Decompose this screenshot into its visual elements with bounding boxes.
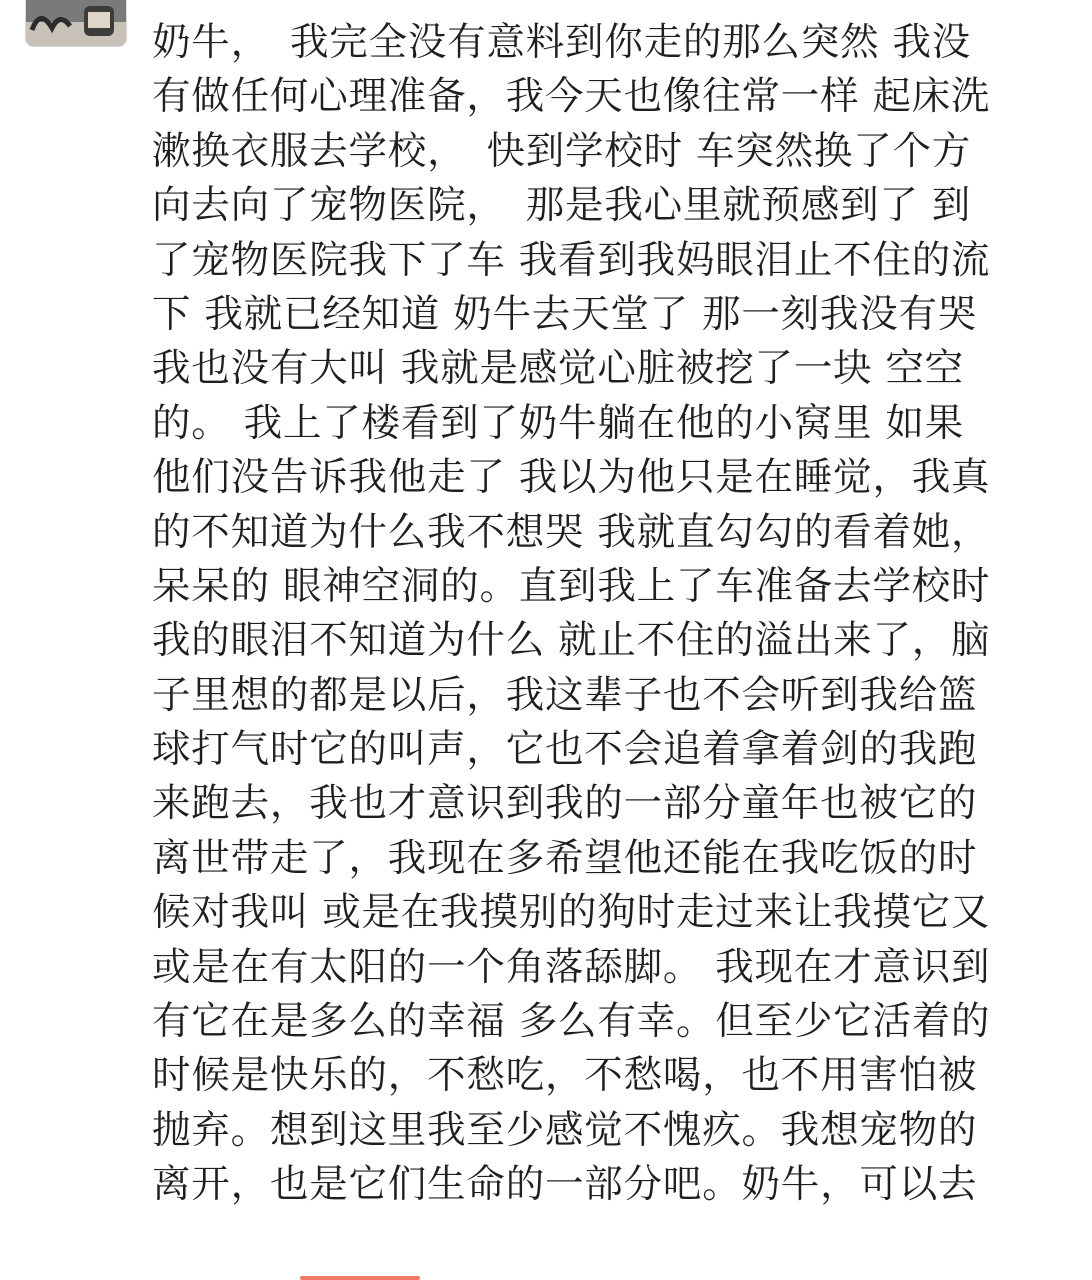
message-line: 他们没告诉我他走了 我以为他只是在睡觉，我真	[152, 455, 991, 501]
message-line: 我的眼泪不知道为什么 就止不住的溢出来了，脑	[152, 618, 991, 664]
message-line: 来跑去，我也才意识到我的一部分童年也被它的	[152, 781, 978, 827]
message-line: 或是在有太阳的一个角落舔脚。 我现在才意识到	[152, 944, 991, 990]
bottom-indicator	[300, 1276, 420, 1280]
message-line: 子里想的都是以后，我这辈子也不会听到我给篮	[152, 672, 978, 718]
message-line: 球打气时它的叫声，它也不会追着拿着剑的我跑	[152, 727, 978, 773]
message-line: 向去向了宠物医院， 那是我心里就预感到了 到	[152, 183, 972, 229]
message-line: 了宠物医院我下了车 我看到我妈眼泪止不住的流	[152, 237, 991, 283]
message-line: 抛弃。想到这里我至少感觉不愧疚。我想宠物的	[152, 1107, 978, 1153]
message-line: 离开，也是它们生命的一部分吧。奶牛，可以去	[152, 1162, 978, 1208]
message-line: 奶牛， 我完全没有意料到你走的那么突然 我没	[152, 20, 972, 65]
message-line: 我也没有大叫 我就是感觉心脏被挖了一块 空空	[152, 346, 965, 392]
message-line: 候对我叫 或是在我摸别的狗时走过来让我摸它又	[152, 890, 991, 936]
avatar-image	[26, 0, 126, 46]
message-line: 时候是快乐的，不愁吃，不愁喝，也不用害怕被	[152, 1053, 978, 1099]
user-avatar[interactable]	[26, 0, 126, 46]
message-line: 离世带走了，我现在多希望他还能在我吃饭的时	[152, 835, 978, 881]
message-line: 有做任何心理准备，我今天也像往常一样 起床洗	[152, 74, 991, 120]
message-line: 下 我就已经知道 奶牛去天堂了 那一刻我没有哭	[152, 291, 978, 337]
message-line: 呆呆的 眼神空洞的。直到我上了车准备去学校时	[152, 563, 991, 609]
message-line: 漱换衣服去学校， 快到学校时 车突然换了个方	[152, 128, 972, 174]
message-line: 的。 我上了楼看到了奶牛躺在他的小窝里 如果	[152, 400, 965, 446]
message-text	[152, 16, 1057, 1213]
message-line: 有它在是多么的幸福 多么有幸。但至少它活着的	[152, 999, 991, 1045]
message-line: 的不知道为什么我不想哭 我就直勾勾的看着她，	[152, 509, 991, 555]
